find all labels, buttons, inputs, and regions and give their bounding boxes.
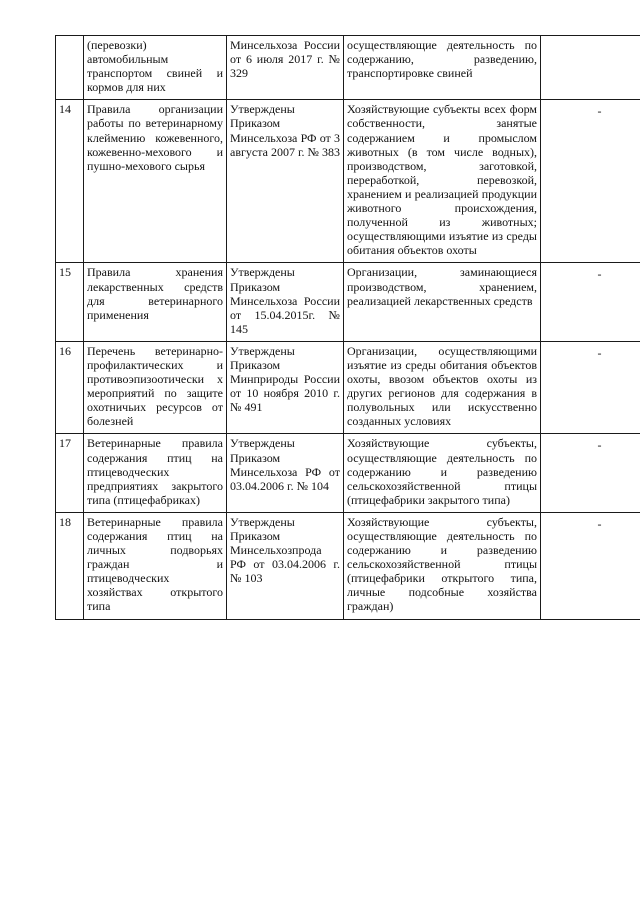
table-row: [56, 512, 640, 619]
applicable-subjects: осуществляющие деятельность по содержанию, разведению, транспортировке свиней: [344, 36, 541, 100]
note-cell: [541, 434, 640, 512]
note-text: -: [597, 345, 602, 360]
approval-info: Минсельхоза России от 6 июля 2017 г. № 329: [227, 36, 344, 100]
document-title: (перевозки) автомобильным транспортом свиней и кормов для них: [84, 36, 227, 100]
table-row: [56, 36, 640, 100]
note-text: -: [597, 104, 602, 119]
note-cell: [541, 100, 640, 263]
applicable-subjects: Хозяйствующие субъекты всех форм собственности, занятые содержанием и промыслом животных (в том числе водных), производством, заготовкой, переработкой, перевозкой, хранением и реализацией продукции животного происхождения, полученной из животных; осуществляющими изъятие из среды обитания объектов охоты: [344, 100, 541, 263]
approval-info: Утверждены Приказом Минсельхоза РФ от 03.04.2006 г. № 104: [227, 434, 344, 512]
applicable-subjects: Организации, осуществляющими изъятие из среды обитания объектов охоты, ввозом объектов охоты из других регионов для содержания в полувольных или искусственно созданных условиях: [344, 341, 541, 434]
row-number: [56, 36, 84, 100]
row-number: 15: [56, 263, 84, 341]
document-title: Ветеринарные правила содержания птиц на личных подворьях граждан и птицеводческих хозяйствах открытого типа: [84, 512, 227, 619]
approval-info: Утверждены Приказом Минсельхоза РФ от 3 августа 2007 г. № 383: [227, 100, 344, 263]
note-text: -: [597, 516, 602, 531]
regulations-table: [55, 35, 640, 620]
note-cell: [541, 263, 640, 341]
row-number: 14: [56, 100, 84, 263]
table-row: [56, 263, 640, 341]
row-number: 18: [56, 512, 84, 619]
note-cell: [541, 512, 640, 619]
table-row: [56, 341, 640, 434]
note-text: -: [597, 438, 602, 453]
document-title: Ветеринарные правила содержания птиц на птицеводческих предприятиях закрытого типа (птицефабриках): [84, 434, 227, 512]
table-row: [56, 100, 640, 263]
note-cell: [541, 36, 640, 100]
note-text: -: [597, 267, 602, 282]
note-cell: [541, 341, 640, 434]
applicable-subjects: Организации, заминающиеся производством, хранением, реализацией лекарственных средств: [344, 263, 541, 341]
approval-info: Утверждены Приказом Минсельхозпрода РФ от 03.04.2006 г. № 103: [227, 512, 344, 619]
document-title: Правила хранения лекарственных средств для ветеринарного применения: [84, 263, 227, 341]
document-title: Правила организации работы по ветеринарному клеймению кожевенного, кожевенно-мехового и пушно-мехового сырья: [84, 100, 227, 263]
row-number: 16: [56, 341, 84, 434]
applicable-subjects: Хозяйствующие субъекты, осуществляющие деятельность по содержанию и разведению сельскохозяйственной птицы (птицефабрики открытого типа, личные подсобные хозяйства граждан): [344, 512, 541, 619]
table-row: [56, 434, 640, 512]
document-title: Перечень ветеринарно-профилактических и противоэпизоотически х мероприятий по защите охотничьих ресурсов от болезней: [84, 341, 227, 434]
approval-info: Утверждены Приказом Минприроды России от 10 ноября 2010 г. № 491: [227, 341, 344, 434]
row-number: 17: [56, 434, 84, 512]
applicable-subjects: Хозяйствующие субъекты, осуществляющие деятельность по содержанию и разведению сельскохозяйственной птицы (птицефабрики закрытого типа): [344, 434, 541, 512]
approval-info: Утверждены Приказом Минсельхоза России от 15.04.2015г. № 145: [227, 263, 344, 341]
